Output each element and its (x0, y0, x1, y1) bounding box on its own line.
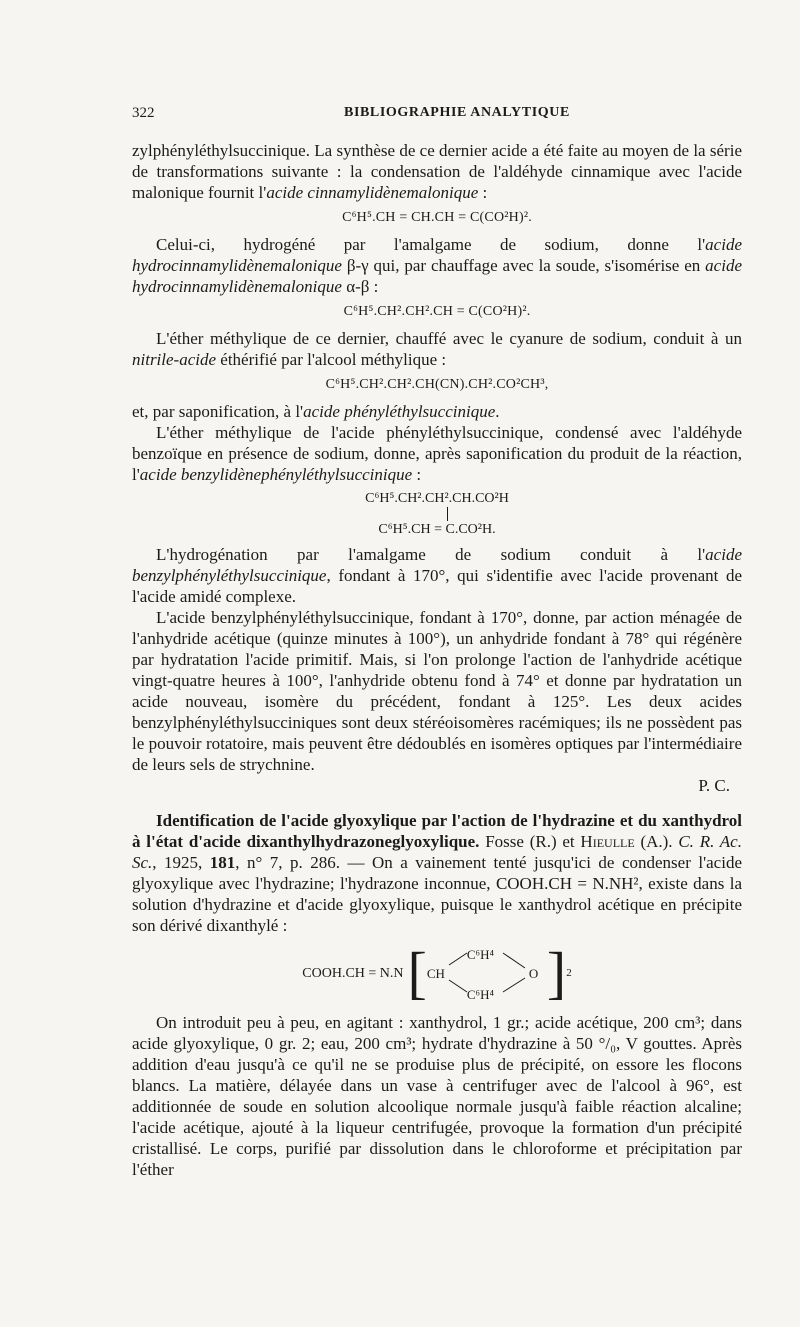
chemical-formula: C⁶H⁵.CH = CH.CH = C(CO²H)². (342, 210, 532, 225)
ring-top-group: C⁶H⁴ (466, 947, 494, 962)
italic-term: acide cinnamylidènemalonique (266, 183, 479, 202)
chemical-structure (132, 490, 742, 538)
paragraph: et, par saponification, à l'acide phényléthylsuccinique. (132, 402, 500, 421)
paragraph: L'acide benzylphényléthylsuccinique, fondant à 170°, donne, par action ménagée de l'anhydride acétique (quinze minutes à 100°), un anhydride fondant à 78° qui régénère par hydratation l'acide primitif. Mais, si l'on prolonge l'action de l'anhydride acétique vingt-quatre heures à 100°, l'anhydride obtenu fond à 74° et donne par hydratation un acide nouveau, isomère du précédent, fondant à 125°. Les deux acides benzylphényléthylsucciniques sont deux stéréoisomères racémiques; ils ne possèdent pas le pouvoir rotatoire, mais peuvent être dédoublés en isomères optiques par l'intermédiaire de leurs sels de strychnine. (132, 608, 742, 774)
italic-term: acide hydrocinnamylidènemalonique (132, 235, 742, 275)
running-title: BIBLIOGRAPHIE ANALYTIQUE (344, 105, 570, 120)
right-bracket: ] (546, 940, 567, 1005)
ring-bottom-group: C⁶H⁴ (466, 987, 494, 1002)
xanthene-ring (427, 942, 547, 1004)
journal-name: C. R. Ac. Sc. (132, 832, 742, 872)
left-bracket: [ (407, 940, 427, 1005)
bond-line (447, 507, 448, 521)
page-header (132, 105, 742, 127)
article-title: Identification de l'acide glyoxylique par l'action de l'hydrazine et du xanthydrol à l'état d'acide dixanthylhydrazoneglyoxylique. (132, 811, 742, 851)
article-entry: Identification de l'acide glyoxylique par l'action de l'hydrazine et du xanthydrol à l'état d'acide dixanthylhydrazoneglyoxylique. Fosse (R.) et Hieulle (A.). C. R. Ac. Sc., 1925, 181, n° 7, p. 286. — On a vainement tenté jusqu'ici de condenser l'acide glyoxylique avec l'hydrazine; l'hydrazone inconnue, COOH.CH = N.NH², existe dans la solution d'hydrazine et d'acide glyoxylique, puisque le xanthydrol acétique en précipite son dérivé dixanthylé : (132, 811, 742, 935)
page-number: 322 (132, 105, 155, 121)
formula-line: C⁶H⁵.CH = C.CO²H. (378, 522, 496, 537)
author-name: Hieulle (580, 832, 635, 851)
formula-prefix: COOH.CH = N.N (302, 965, 404, 981)
paragraph: zylphényléthylsuccinique. La synthèse de ce dernier acide a été faite au moyen de la série de transformations suivante : la condensation de l'aldéhyde cinnamique avec l'acide malonique fournit l'acide cinnamylidènemalonique : (132, 141, 742, 202)
volume-number: 181 (209, 853, 236, 872)
italic-term: acide hydrocinnamylidènemalonique (132, 256, 742, 296)
paragraph: L'hydrogénation par l'amalgame de sodium conduit à l'acide benzylphényléthylsuccinique, fondant à 170°, qui s'identifie avec l'acide provenant de l'acide amidé complexe. (132, 545, 742, 606)
dixanthyl-structure (132, 942, 742, 1004)
italic-term: acide benzylidènephényléthylsuccinique (139, 465, 413, 484)
paragraph: On introduit peu à peu, en agitant : xanthydrol, 1 gr.; acide acétique, 200 cm³; dans acide glyoxylique, 0 gr. 2; eau, 200 cm³; hydrate d'hydrazine à 50 °/₀, V gouttes. Après addition d'eau jusqu'à ce qu'il ne se produise plus de précipité, on essore les flocons blancs. La matière, délayée dans un vase à centrifuger avec de l'alcool à 96°, est additionnée de soude en solution alcoolique normale jusqu'à faible réaction alcaline; l'acide acétique, ajouté à la liqueur centrifugée, provoque la formation d'un précipité cristallisé. Le corps, purifié par dissolution dans le chloroforme et précipitation par l'éther (132, 1013, 742, 1179)
paragraph: L'éther méthylique de l'acide phényléthylsuccinique, condensé avec l'aldéhyde benzoïque en présence de sodium, donne, après saponification du produit de la réaction, l'acide benzylidènephényléthylsuccinique : (132, 423, 742, 484)
formula-line: C⁶H⁵.CH².CH².CH.CO²H (365, 491, 509, 506)
italic-term: acide benzylphényléthylsuccinique (132, 545, 742, 585)
italic-term: nitrile-acide (132, 350, 217, 369)
main-text (132, 140, 742, 1180)
subscript-count: 2 (566, 966, 572, 979)
author-signature: P. C. (698, 776, 730, 795)
paragraph: Celui-ci, hydrogéné par l'amalgame de sodium, donne l'acide hydrocinnamylidènemalonique β-γ qui, par chauffage avec la soude, s'isomérise en acide hydrocinnamylidènemalonique α-β : (132, 235, 742, 296)
ring-oxygen: O (528, 966, 539, 981)
chemical-formula: C⁶H⁵.CH².CH².CH(CN).CH².CO²CH³, (325, 377, 549, 392)
chemical-formula: C⁶H⁵.CH².CH².CH = C(CO²H)². (343, 304, 531, 319)
italic-term: acide phényléthylsuccinique (303, 402, 496, 421)
paragraph: L'éther méthylique de ce dernier, chauffé avec le cyanure de sodium, conduit à un nitrile-acide éthérifié par l'alcool méthylique : (132, 329, 742, 369)
ring-ch: CH (426, 966, 445, 981)
